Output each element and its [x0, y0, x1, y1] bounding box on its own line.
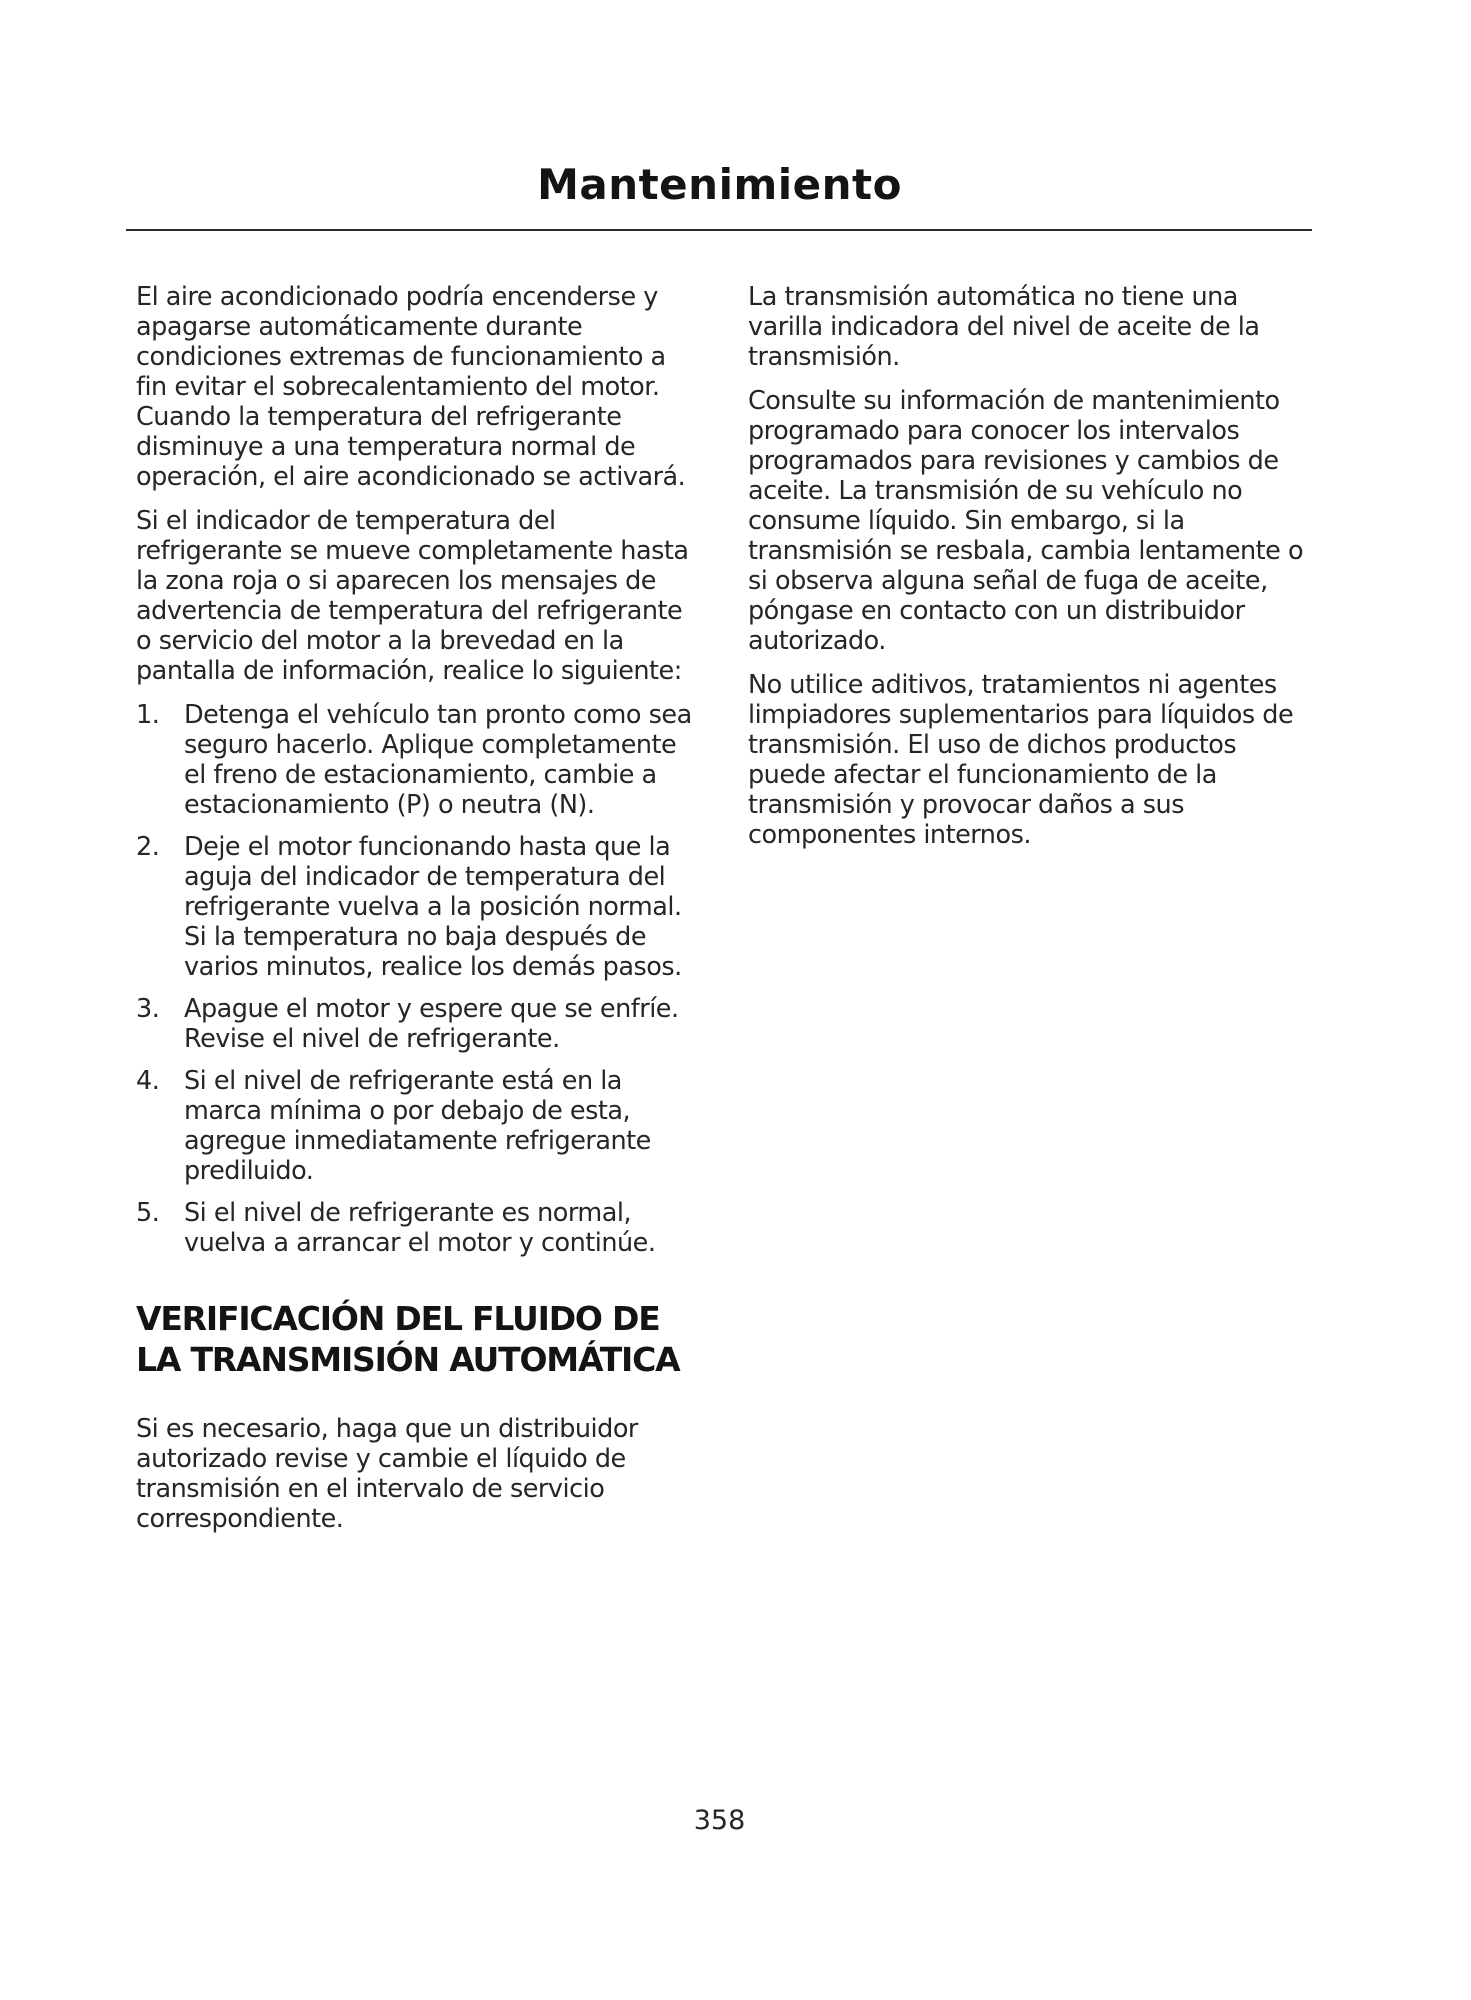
right-column [748, 282, 1308, 864]
step-text: Apague el motor y espere que se enfríe. Revise el nivel de refrigerante. [184, 994, 679, 1054]
paragraph-additives: No utilice aditivos, tratamientos ni agentes limpiadores suplementarios para líquidos de transmisión. El uso de dichos productos puede afectar el funcionamiento de la transmisión y provocar daños a sus componentes internos. [748, 670, 1294, 850]
paragraph-dipstick: La transmisión automática no tiene una varilla indicadora del nivel de aceite de la transmisión. [748, 282, 1260, 372]
step-text: Si el nivel de refrigerante está en la marca mínima o por debajo de esta, agregue inmediatamente refrigerante prediluido. [184, 1066, 651, 1186]
page-title: Mantenimiento [537, 160, 902, 209]
step-number: 2. [136, 832, 160, 862]
steps-list [136, 700, 696, 1258]
step-text: Deje el motor funcionando hasta que la aguja del indicador de temperatura del refrigerante vuelva a la posición normal. Si la temperatura no baja después de varios minutos, realice los demás pasos. [184, 832, 682, 982]
list-item [136, 1198, 696, 1258]
step-number: 4. [136, 1066, 160, 1096]
paragraph-maintenance: Consulte su información de mantenimiento programado para conocer los intervalos programados para revisiones y cambios de aceite. La transmisión de su vehículo no consume líquido. Sin embargo, si la transmisión se resbala, cambia lentamente o si observa alguna señal de fuga de aceite, póngase en contacto con un distribuidor autorizado. [748, 386, 1304, 656]
step-number: 5. [136, 1198, 160, 1228]
list-item [136, 832, 696, 982]
list-item [136, 1066, 696, 1186]
title-divider [126, 229, 1312, 231]
intro-paragraph-indicator: Si el indicador de temperatura del refrigerante se mueve completamente hasta la zona roja o si aparecen los mensajes de advertencia de temperatura del refrigerante o servicio del motor a la brevedad en la pantalla de información, realice lo siguiente: [136, 506, 689, 686]
intro-paragraph-ac: El aire acondicionado podría encenderse y apagarse automáticamente durante condiciones extremas de funcionamiento a fin evitar el sobrecalentamiento del motor. Cuando la temperatura del refrigerante disminuye a una temperatura normal de operación, el aire acondicionado se activará. [136, 282, 686, 492]
list-item [136, 994, 696, 1054]
list-item [136, 700, 696, 820]
page-number: 358 [693, 1805, 746, 1836]
step-text: Si el nivel de refrigerante es normal, vuelva a arrancar el motor y continúe. [184, 1198, 656, 1258]
step-number: 3. [136, 994, 160, 1024]
step-number: 1. [136, 700, 160, 730]
section-heading: VERIFICACIÓN DEL FLUIDO DE LA TRANSMISIÓN AUTOMÁTICA [136, 1299, 680, 1379]
step-text: Detenga el vehículo tan pronto como sea seguro hacerlo. Aplique completamente el freno de estacionamiento, cambie a estacionamiento (P) o neutra (N). [184, 700, 692, 820]
section-paragraph: Si es necesario, haga que un distribuidor autorizado revise y cambie el líquido de transmisión en el intervalo de servicio correspondiente. [136, 1414, 638, 1534]
left-column [136, 282, 696, 1548]
